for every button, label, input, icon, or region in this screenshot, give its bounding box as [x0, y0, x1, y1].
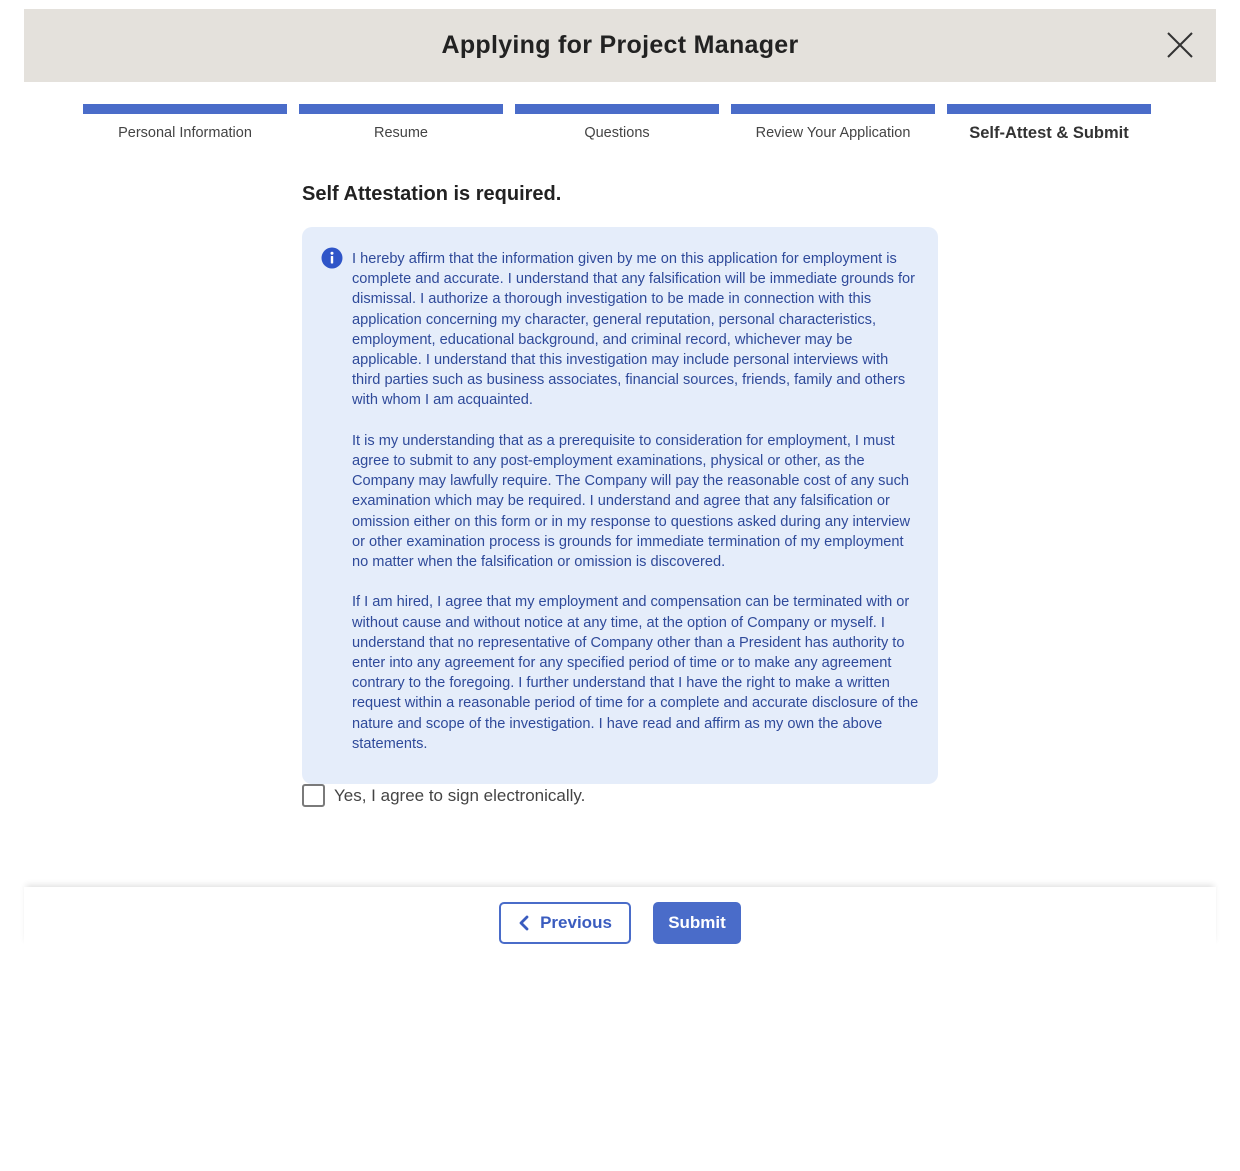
step-bar [299, 104, 503, 114]
step-label: Review Your Application [755, 125, 911, 141]
step-label: Self-Attest & Submit [969, 124, 1129, 142]
step-bar [515, 104, 719, 114]
progress-steps [83, 104, 1153, 143]
section-title: Self Attestation is required. [302, 183, 562, 205]
modal-header [24, 9, 1216, 82]
step-bar [83, 104, 287, 114]
step-personal-information [83, 104, 287, 143]
attestation-info-box [302, 227, 938, 784]
submit-label: Submit [668, 913, 726, 932]
step-label: Personal Information [118, 125, 252, 141]
step-bar [947, 104, 1151, 114]
step-self-attest-submit [947, 104, 1151, 143]
step-label: Resume [374, 125, 428, 141]
step-questions [515, 104, 719, 143]
close-icon[interactable] [1164, 29, 1196, 61]
step-bar [731, 104, 935, 114]
agree-label[interactable]: Yes, I agree to sign electronically. [334, 785, 586, 805]
step-review-application [731, 104, 935, 143]
page-title: Applying for Project Manager [441, 31, 799, 59]
attestation-paragraph: If I am hired, I agree that my employment and compensation can be terminated with or without cause and without notice at any time, at the option of Company or myself. I understand that no representative of Company other than a President has authority to enter into any agreement for any specified period of time or to make any agreement contrary to the foregoing. I further understand that I have the right to make a written request within a reasonable period of time for a complete and accurate disclosure of the nature and scope of the investigation. I have read and affirm as my own the above statements. [352, 594, 919, 752]
step-label: Questions [584, 125, 650, 141]
info-icon [321, 247, 343, 269]
previous-label: Previous [540, 913, 612, 932]
previous-button[interactable] [499, 902, 631, 944]
chevron-left-icon [518, 915, 530, 931]
agree-row [302, 784, 585, 807]
attestation-paragraph: It is my understanding that as a prerequisite to consideration for employment, I must agree to submit to any post-employment examinations, physical or other, as the Company may lawfully require. The Company will pay the reasonable cost of any such examination which may be required. I understand and agree that any falsification or omission either on this form or in my response to questions asked during any interview or other examination process is grounds for immediate termination of my employment no matter when the falsification or omission is discovered. [352, 432, 911, 571]
agree-checkbox[interactable] [302, 784, 325, 807]
step-resume [299, 104, 503, 143]
attestation-paragraph: I hereby affirm that the information given by me on this application for employment is complete and accurate. I understand that any falsification will be immediate grounds for dismissal. I authorize a thorough investigation to be made in connection with this application concerning my character, general reputation, personal characteristics, employment, educational background, and criminal record, whichever may be applicable. I understand that this investigation may include personal interviews with third parties such as business associates, financial sources, friends, family and others with whom I am acquainted. [352, 251, 915, 409]
submit-button[interactable] [653, 902, 741, 944]
attestation-text [352, 249, 920, 754]
